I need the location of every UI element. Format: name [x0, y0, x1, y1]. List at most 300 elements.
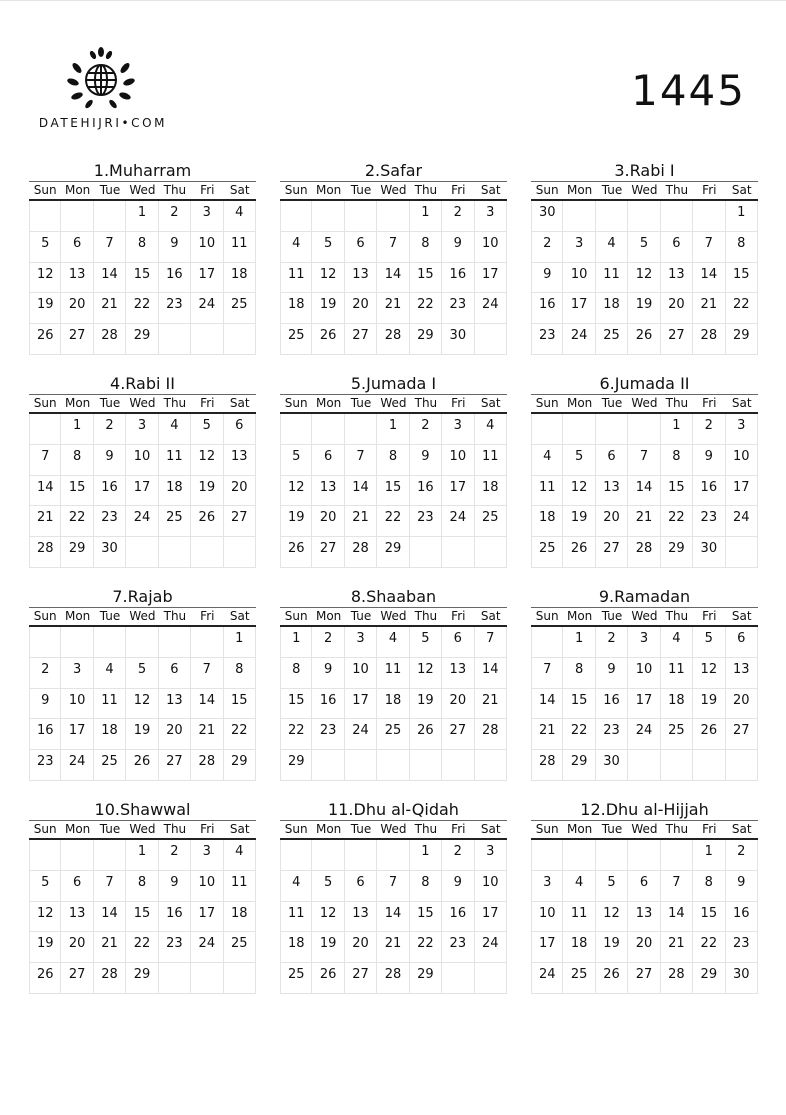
day-cell: 11: [563, 902, 595, 933]
day-cell: 24: [726, 506, 758, 537]
empty-day-cell: [280, 201, 312, 232]
day-cell: 17: [726, 476, 758, 507]
weekday-header: [29, 608, 256, 625]
day-cell: 7: [94, 232, 126, 263]
day-cell: 23: [442, 293, 474, 324]
empty-day-cell: [442, 537, 474, 568]
day-cell: 17: [61, 719, 93, 750]
month-calendar: [531, 160, 758, 355]
day-cell: 15: [410, 902, 442, 933]
day-cell: 22: [410, 932, 442, 963]
top-divider: [0, 0, 786, 1]
day-cell: 3: [726, 414, 758, 445]
day-cell: 18: [475, 476, 507, 507]
day-cell: 15: [377, 476, 409, 507]
day-cell: 8: [377, 445, 409, 476]
day-cell: 3: [628, 627, 660, 658]
empty-day-cell: [126, 537, 158, 568]
day-cell: 15: [410, 263, 442, 294]
day-cell: 27: [442, 719, 474, 750]
day-cell: 10: [61, 689, 93, 720]
day-cell: 23: [159, 932, 191, 963]
day-cell: 12: [29, 902, 61, 933]
weekday-header: [29, 821, 256, 838]
weekday-label: Fri: [451, 822, 466, 836]
day-cell: 13: [61, 263, 93, 294]
day-cell: 14: [345, 476, 377, 507]
month-calendar: [531, 799, 758, 994]
day-cell: 9: [442, 232, 474, 263]
weekday-label: Sat: [229, 396, 250, 410]
day-cell: 24: [475, 932, 507, 963]
weekday-label: Sat: [731, 183, 752, 197]
day-grid: [29, 201, 256, 355]
day-cell: 6: [442, 627, 474, 658]
day-cell: 18: [280, 293, 312, 324]
day-cell: 6: [345, 232, 377, 263]
day-cell: 3: [475, 840, 507, 871]
day-cell: 4: [475, 414, 507, 445]
month-title: 4.Rabi II: [110, 374, 175, 393]
weekday-label: Sat: [731, 609, 752, 623]
day-cell: 17: [563, 293, 595, 324]
day-cell: 15: [661, 476, 693, 507]
day-cell: 5: [191, 414, 223, 445]
day-cell: 7: [628, 445, 660, 476]
day-cell: 17: [191, 902, 223, 933]
day-cell: 25: [224, 293, 256, 324]
weekday-label: Tue: [601, 183, 623, 197]
weekday-label: Fri: [200, 822, 215, 836]
empty-day-cell: [531, 840, 563, 871]
day-cell: 12: [126, 689, 158, 720]
day-cell: 22: [410, 293, 442, 324]
day-cell: 18: [94, 719, 126, 750]
day-cell: 16: [726, 902, 758, 933]
weekday-label: Thu: [665, 822, 689, 836]
day-grid: [280, 201, 507, 355]
day-cell: 29: [61, 537, 93, 568]
day-cell: 10: [563, 263, 595, 294]
day-cell: 24: [563, 324, 595, 355]
empty-day-cell: [61, 840, 93, 871]
day-cell: 29: [224, 750, 256, 781]
weekday-label: Mon: [64, 609, 91, 623]
empty-day-cell: [442, 963, 474, 994]
day-cell: 8: [563, 658, 595, 689]
day-cell: 27: [345, 963, 377, 994]
weekday-label: Sat: [480, 183, 501, 197]
empty-day-cell: [61, 627, 93, 658]
day-cell: 26: [410, 719, 442, 750]
day-cell: 12: [312, 263, 344, 294]
day-cell: 1: [126, 201, 158, 232]
day-cell: 25: [377, 719, 409, 750]
day-cell: 22: [563, 719, 595, 750]
empty-day-cell: [312, 201, 344, 232]
day-cell: 27: [628, 963, 660, 994]
day-cell: 11: [377, 658, 409, 689]
day-cell: 4: [596, 232, 628, 263]
day-cell: 3: [345, 627, 377, 658]
day-cell: 30: [596, 750, 628, 781]
weekday-label: Tue: [350, 822, 372, 836]
day-cell: 10: [345, 658, 377, 689]
day-cell: 18: [563, 932, 595, 963]
day-cell: 28: [94, 324, 126, 355]
day-cell: 4: [280, 232, 312, 263]
day-grid: [29, 627, 256, 781]
day-cell: 16: [159, 263, 191, 294]
day-cell: 22: [726, 293, 758, 324]
empty-day-cell: [280, 840, 312, 871]
day-grid: [29, 840, 256, 994]
day-cell: 28: [94, 963, 126, 994]
weekday-label: Thu: [665, 609, 689, 623]
weekday-label: Thu: [414, 183, 438, 197]
site-logo[interactable]: [28, 44, 178, 134]
day-cell: 15: [693, 902, 725, 933]
weekday-label: Mon: [315, 396, 342, 410]
day-cell: 20: [61, 932, 93, 963]
weekday-label: Sun: [535, 822, 559, 836]
day-cell: 11: [224, 232, 256, 263]
day-cell: 8: [280, 658, 312, 689]
day-cell: 19: [693, 689, 725, 720]
day-cell: 11: [475, 445, 507, 476]
empty-day-cell: [126, 627, 158, 658]
weekday-header: [29, 395, 256, 412]
weekday-label: Sun: [33, 183, 57, 197]
day-cell: 7: [531, 658, 563, 689]
weekday-label: Sat: [480, 396, 501, 410]
day-cell: 9: [596, 658, 628, 689]
day-cell: 16: [312, 689, 344, 720]
day-cell: 3: [531, 871, 563, 902]
day-cell: 21: [377, 932, 409, 963]
weekday-label: Thu: [163, 183, 187, 197]
month-calendar: [280, 586, 507, 781]
day-cell: 12: [693, 658, 725, 689]
day-cell: 2: [29, 658, 61, 689]
month-title: 9.Ramadan: [598, 587, 691, 606]
empty-day-cell: [377, 750, 409, 781]
weekday-label: Thu: [414, 396, 438, 410]
weekday-label: Thu: [163, 609, 187, 623]
day-cell: 6: [726, 627, 758, 658]
day-cell: 22: [693, 932, 725, 963]
day-cell: 9: [94, 445, 126, 476]
weekday-label: Tue: [99, 396, 121, 410]
day-cell: 12: [596, 902, 628, 933]
day-cell: 26: [29, 963, 61, 994]
empty-day-cell: [29, 627, 61, 658]
day-cell: 25: [224, 932, 256, 963]
day-cell: 15: [224, 689, 256, 720]
day-cell: 24: [61, 750, 93, 781]
day-cell: 8: [126, 232, 158, 263]
day-cell: 11: [280, 263, 312, 294]
day-cell: 15: [126, 902, 158, 933]
weekday-label: Tue: [350, 396, 372, 410]
day-cell: 19: [628, 293, 660, 324]
day-cell: 18: [377, 689, 409, 720]
day-cell: 29: [726, 324, 758, 355]
day-cell: 25: [94, 750, 126, 781]
day-cell: 21: [531, 719, 563, 750]
day-cell: 8: [726, 232, 758, 263]
day-cell: 17: [191, 263, 223, 294]
empty-day-cell: [312, 840, 344, 871]
weekday-label: Sun: [284, 822, 308, 836]
empty-day-cell: [442, 750, 474, 781]
weekday-label: Wed: [129, 822, 156, 836]
day-cell: 28: [29, 537, 61, 568]
day-grid: [531, 627, 758, 781]
weekday-label: Thu: [414, 822, 438, 836]
weekday-label: Mon: [315, 183, 342, 197]
day-cell: 20: [726, 689, 758, 720]
day-cell: 3: [191, 201, 223, 232]
day-cell: 21: [475, 689, 507, 720]
day-cell: 21: [191, 719, 223, 750]
day-cell: 2: [442, 201, 474, 232]
weekday-label: Sat: [229, 609, 250, 623]
day-cell: 22: [661, 506, 693, 537]
month-title: 1.Muharram: [93, 161, 192, 180]
day-cell: 15: [726, 263, 758, 294]
day-cell: 5: [563, 445, 595, 476]
day-cell: 20: [628, 932, 660, 963]
weekday-header: [531, 821, 758, 838]
day-cell: 5: [410, 627, 442, 658]
day-cell: 9: [442, 871, 474, 902]
day-cell: 8: [661, 445, 693, 476]
day-cell: 24: [191, 293, 223, 324]
day-cell: 29: [410, 324, 442, 355]
weekday-header: [531, 395, 758, 412]
weekday-label: Mon: [64, 183, 91, 197]
day-cell: 17: [442, 476, 474, 507]
day-cell: 28: [345, 537, 377, 568]
day-cell: 9: [159, 232, 191, 263]
month-title: 3.Rabi I: [614, 161, 675, 180]
day-cell: 28: [377, 324, 409, 355]
day-cell: 19: [280, 506, 312, 537]
day-cell: 7: [94, 871, 126, 902]
day-cell: 11: [661, 658, 693, 689]
day-cell: 7: [377, 871, 409, 902]
day-cell: 28: [531, 750, 563, 781]
weekday-label: Tue: [350, 609, 372, 623]
day-cell: 28: [475, 719, 507, 750]
weekday-label: Thu: [665, 183, 689, 197]
day-cell: 18: [159, 476, 191, 507]
day-cell: 2: [159, 840, 191, 871]
day-cell: 3: [61, 658, 93, 689]
day-cell: 22: [126, 932, 158, 963]
day-cell: 25: [280, 324, 312, 355]
day-cell: 17: [475, 902, 507, 933]
day-cell: 26: [29, 324, 61, 355]
weekday-label: Sun: [535, 396, 559, 410]
day-cell: 19: [29, 293, 61, 324]
day-cell: 24: [191, 932, 223, 963]
day-cell: 8: [61, 445, 93, 476]
weekday-label: Sun: [284, 609, 308, 623]
day-cell: 21: [29, 506, 61, 537]
day-cell: 9: [410, 445, 442, 476]
day-cell: 5: [596, 871, 628, 902]
day-cell: 14: [531, 689, 563, 720]
weekday-label: Sat: [480, 609, 501, 623]
month-calendar: [531, 586, 758, 781]
day-cell: 10: [531, 902, 563, 933]
day-cell: 27: [159, 750, 191, 781]
day-cell: 11: [596, 263, 628, 294]
weekday-label: Sat: [229, 822, 250, 836]
day-cell: 23: [312, 719, 344, 750]
weekday-label: Tue: [350, 183, 372, 197]
empty-day-cell: [312, 414, 344, 445]
day-cell: 28: [693, 324, 725, 355]
month-calendar: [531, 373, 758, 568]
empty-day-cell: [563, 414, 595, 445]
day-cell: 16: [410, 476, 442, 507]
month-title: 10.Shawwal: [94, 800, 191, 819]
day-cell: 24: [126, 506, 158, 537]
globe-laurel-icon: [65, 46, 137, 110]
empty-day-cell: [475, 963, 507, 994]
weekday-label: Mon: [315, 822, 342, 836]
day-cell: 19: [312, 932, 344, 963]
day-cell: 2: [312, 627, 344, 658]
weekday-label: Sun: [33, 609, 57, 623]
month-calendar: [29, 586, 256, 781]
day-cell: 2: [159, 201, 191, 232]
day-cell: 12: [628, 263, 660, 294]
day-cell: 15: [61, 476, 93, 507]
weekday-label: Wed: [129, 183, 156, 197]
day-cell: 6: [61, 871, 93, 902]
day-cell: 7: [191, 658, 223, 689]
day-cell: 18: [531, 506, 563, 537]
day-cell: 17: [345, 689, 377, 720]
day-cell: 4: [280, 871, 312, 902]
day-cell: 20: [345, 932, 377, 963]
day-cell: 6: [628, 871, 660, 902]
month-calendar: [280, 160, 507, 355]
day-cell: 3: [126, 414, 158, 445]
empty-day-cell: [94, 201, 126, 232]
day-cell: 18: [224, 263, 256, 294]
day-cell: 6: [661, 232, 693, 263]
day-cell: 26: [628, 324, 660, 355]
day-cell: 26: [596, 963, 628, 994]
empty-day-cell: [693, 201, 725, 232]
day-cell: 23: [726, 932, 758, 963]
day-cell: 13: [661, 263, 693, 294]
empty-day-cell: [628, 414, 660, 445]
weekday-label: Wed: [380, 183, 407, 197]
weekday-label: Fri: [702, 609, 717, 623]
day-cell: 2: [596, 627, 628, 658]
weekday-label: Mon: [566, 396, 593, 410]
empty-day-cell: [191, 537, 223, 568]
day-grid: [531, 414, 758, 568]
day-cell: 15: [126, 263, 158, 294]
empty-day-cell: [224, 537, 256, 568]
year-title: 1445: [631, 66, 746, 115]
weekday-header: [280, 608, 507, 625]
day-cell: 8: [410, 871, 442, 902]
month-title: 5.Jumada I: [350, 374, 437, 393]
weekday-label: Sun: [33, 396, 57, 410]
month-title: 12.Dhu al-Hijjah: [580, 800, 709, 819]
empty-day-cell: [280, 414, 312, 445]
day-cell: 17: [628, 689, 660, 720]
day-cell: 24: [345, 719, 377, 750]
day-cell: 11: [280, 902, 312, 933]
empty-day-cell: [563, 201, 595, 232]
day-cell: 9: [29, 689, 61, 720]
day-cell: 25: [280, 963, 312, 994]
day-cell: 10: [442, 445, 474, 476]
day-cell: 14: [29, 476, 61, 507]
day-cell: 30: [726, 963, 758, 994]
day-cell: 13: [726, 658, 758, 689]
empty-day-cell: [29, 840, 61, 871]
day-cell: 29: [693, 963, 725, 994]
day-cell: 21: [628, 506, 660, 537]
day-cell: 23: [94, 506, 126, 537]
month-title: 11.Dhu al-Qidah: [328, 800, 459, 819]
day-grid: [531, 201, 758, 355]
empty-day-cell: [312, 750, 344, 781]
weekday-label: Thu: [163, 822, 187, 836]
day-cell: 1: [410, 840, 442, 871]
day-cell: 13: [442, 658, 474, 689]
day-cell: 3: [475, 201, 507, 232]
day-cell: 9: [693, 445, 725, 476]
day-cell: 1: [410, 201, 442, 232]
empty-day-cell: [377, 201, 409, 232]
brand-name: DATEHIJRI•COM: [38, 116, 168, 130]
weekday-label: Mon: [566, 822, 593, 836]
weekday-header: [531, 608, 758, 625]
day-cell: 18: [596, 293, 628, 324]
day-cell: 25: [159, 506, 191, 537]
day-cell: 20: [159, 719, 191, 750]
day-cell: 13: [61, 902, 93, 933]
day-cell: 10: [191, 232, 223, 263]
weekday-label: Mon: [64, 822, 91, 836]
weekday-header: [29, 182, 256, 199]
day-cell: 10: [628, 658, 660, 689]
weekday-label: Sun: [284, 396, 308, 410]
empty-day-cell: [159, 627, 191, 658]
empty-day-cell: [596, 201, 628, 232]
day-grid: [29, 414, 256, 568]
day-cell: 25: [596, 324, 628, 355]
weekday-label: Sat: [480, 822, 501, 836]
day-cell: 4: [159, 414, 191, 445]
weekday-label: Fri: [451, 183, 466, 197]
day-cell: 5: [29, 232, 61, 263]
day-cell: 1: [61, 414, 93, 445]
day-cell: 5: [126, 658, 158, 689]
month-title: 6.Jumada II: [599, 374, 690, 393]
